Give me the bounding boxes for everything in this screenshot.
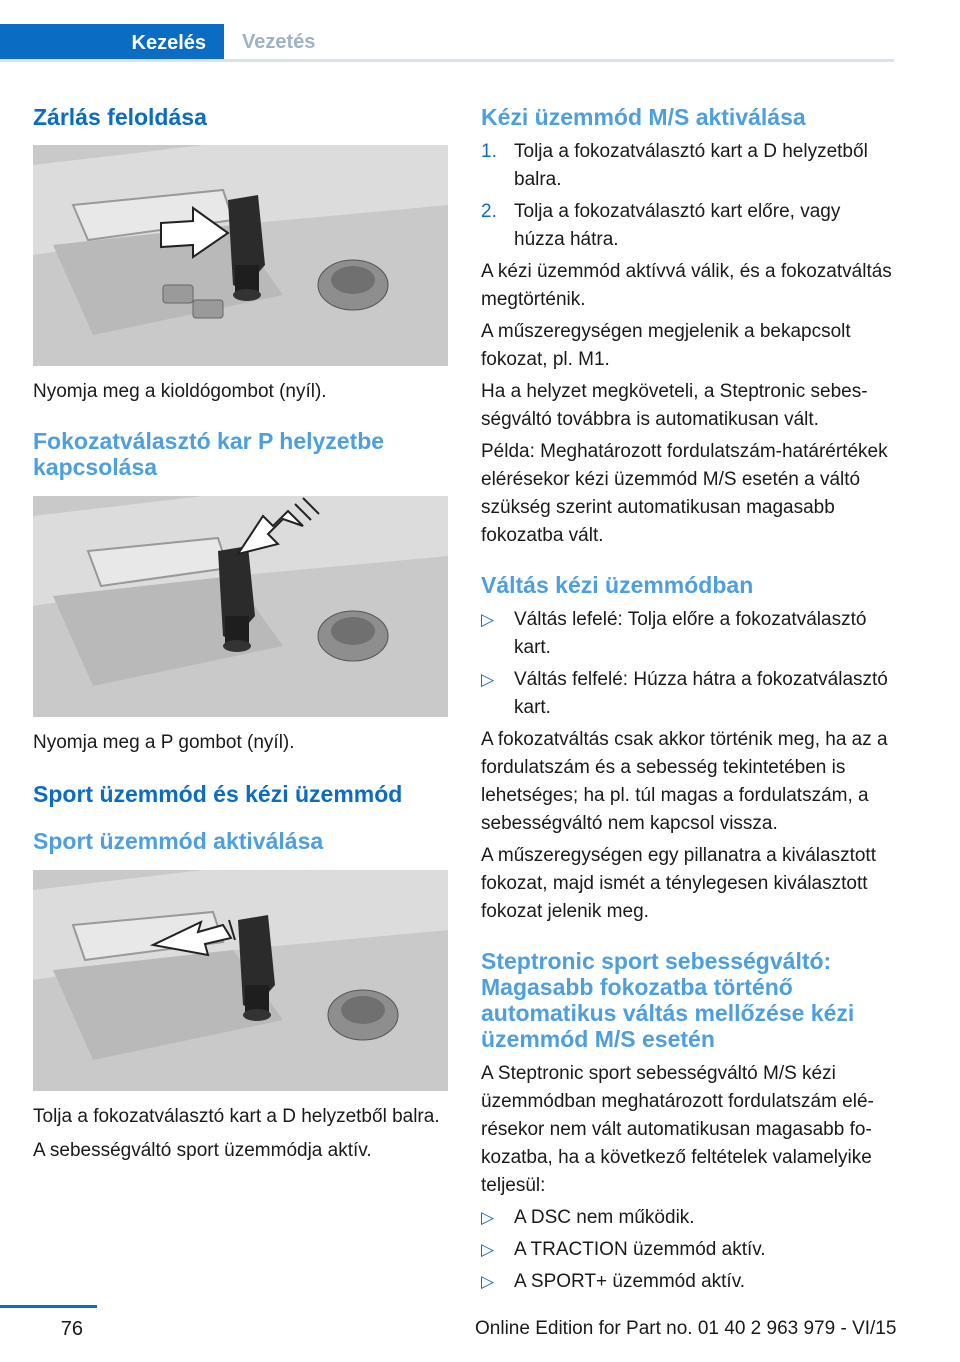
triangle-bullet-icon: ▷	[481, 1208, 495, 1227]
triangle-bullet-icon: ▷	[481, 1272, 495, 1291]
condition-text: A DSC nem működik.	[514, 1207, 695, 1228]
page-number-rule	[0, 1305, 97, 1308]
sport-subtitle: Sport üzemmód aktiválása	[33, 828, 324, 854]
sport-title: Sport üzemmód és kézi üzemmód	[33, 781, 403, 807]
steptronic-title: Steptronic sport sebességváltó: Magasabb fokozatba történő automatikus váltás mellőzése kézi üzemmód M/S esetén	[481, 948, 855, 1052]
list-item	[481, 606, 896, 662]
sport-text-1: Tolja a fokozatválasztó kart a D helyzetből balra.	[33, 1106, 440, 1127]
gear-selector-park-figure	[33, 496, 448, 717]
condition-text: A TRACTION üzemmód aktív.	[514, 1239, 766, 1260]
conditions-list	[481, 1204, 896, 1296]
shift-paragraph-2: A műszeregységen egy pillanatra a kiválasztott fokozat, majd ismét a ténylegesen kiválasztott fokozat jelenik meg.	[481, 845, 876, 922]
manual-paragraph-3: Ha a helyzet megköveteli, a Steptronic sebességváltó továbbra is automatikusan vált.	[481, 381, 868, 430]
tab-kezeles[interactable]: Kezelés	[0, 24, 224, 62]
shift-item-text: Váltás lefelé: Tolja előre a fokozatválasztó kart.	[514, 609, 867, 658]
shift-title: Váltás kézi üzemmódban	[481, 572, 754, 598]
list-item	[481, 1268, 896, 1296]
steptronic-paragraph: A Steptronic sport sebességváltó M/S kézi üzemmódban meghatározott fordulatszám elérésekor nem vált automatikusan magasabb fokozatba, ha a következő feltételek valamelyike teljesül:	[481, 1063, 874, 1196]
tab-vezetes[interactable]: Vezetés	[242, 30, 316, 53]
manual-paragraph-2: A műszeregységen megjelenik a bekapcsolt fokozat, pl. M1.	[481, 321, 851, 370]
header-rule	[0, 59, 894, 62]
edition-text: Online Edition for Part no. 01 40 2 963 979 - VI/15	[475, 1318, 897, 1339]
list-item	[481, 1236, 896, 1264]
shift-paragraph-1: A fokozatváltás csak akkor történik meg, ha az a fordulatszám és a sebesség tekintetében is lehetséges; ha pl. túl magas a fordulatszám, a sebességváltó nem kapcsol vissza.	[481, 729, 888, 834]
triangle-bullet-icon: ▷	[481, 670, 495, 689]
left-column	[33, 98, 448, 1165]
list-item	[481, 198, 896, 254]
manual-title: Kézi üzemmód M/S aktiválása	[481, 104, 806, 130]
right-column	[481, 98, 896, 1296]
gear-selector-unlock-figure	[33, 145, 448, 366]
shift-item-text: Váltás felfelé: Húzza hátra a fokozatválasztó kart.	[514, 669, 888, 718]
step-number: 1.	[481, 141, 497, 162]
gear-selector-sport-figure	[33, 870, 448, 1091]
unlock-title: Zárlás feloldása	[33, 104, 207, 130]
shift-list	[481, 606, 896, 722]
header	[0, 0, 894, 62]
unlock-text: Nyomja meg a kioldógombot (nyíl).	[33, 381, 327, 402]
park-text: Nyomja meg a P gombot (nyíl).	[33, 732, 295, 753]
page-number: 76	[60, 1318, 83, 1340]
manual-paragraph-1: A kézi üzemmód aktívvá válik, és a fokozatváltás megtörténik.	[481, 261, 892, 310]
triangle-bullet-icon: ▷	[481, 1240, 495, 1259]
condition-text: A SPORT+ üzemmód aktív.	[514, 1271, 746, 1292]
list-item	[481, 138, 896, 194]
sport-text-2: A sebességváltó sport üzemmódja aktív.	[33, 1140, 372, 1161]
manual-paragraph-4: Példa: Meghatározott fordulatszám-határértékek elérésekor kézi üzemmód M/S esetén a váltó szükség szerint automatikusan magasabb fokozatba vált.	[481, 441, 888, 546]
step-text: Tolja a fokozatválasztó kart a D helyzetből balra.	[514, 141, 868, 190]
triangle-bullet-icon: ▷	[481, 610, 495, 629]
step-number: 2.	[481, 201, 497, 222]
manual-steps	[481, 138, 896, 254]
list-item	[481, 666, 896, 722]
list-item	[481, 1204, 896, 1232]
step-text: Tolja a fokozatválasztó kart előre, vagy húzza hátra.	[514, 201, 841, 250]
park-title: Fokozatválasztó kar P helyzetbe kapcsolása	[33, 428, 385, 480]
